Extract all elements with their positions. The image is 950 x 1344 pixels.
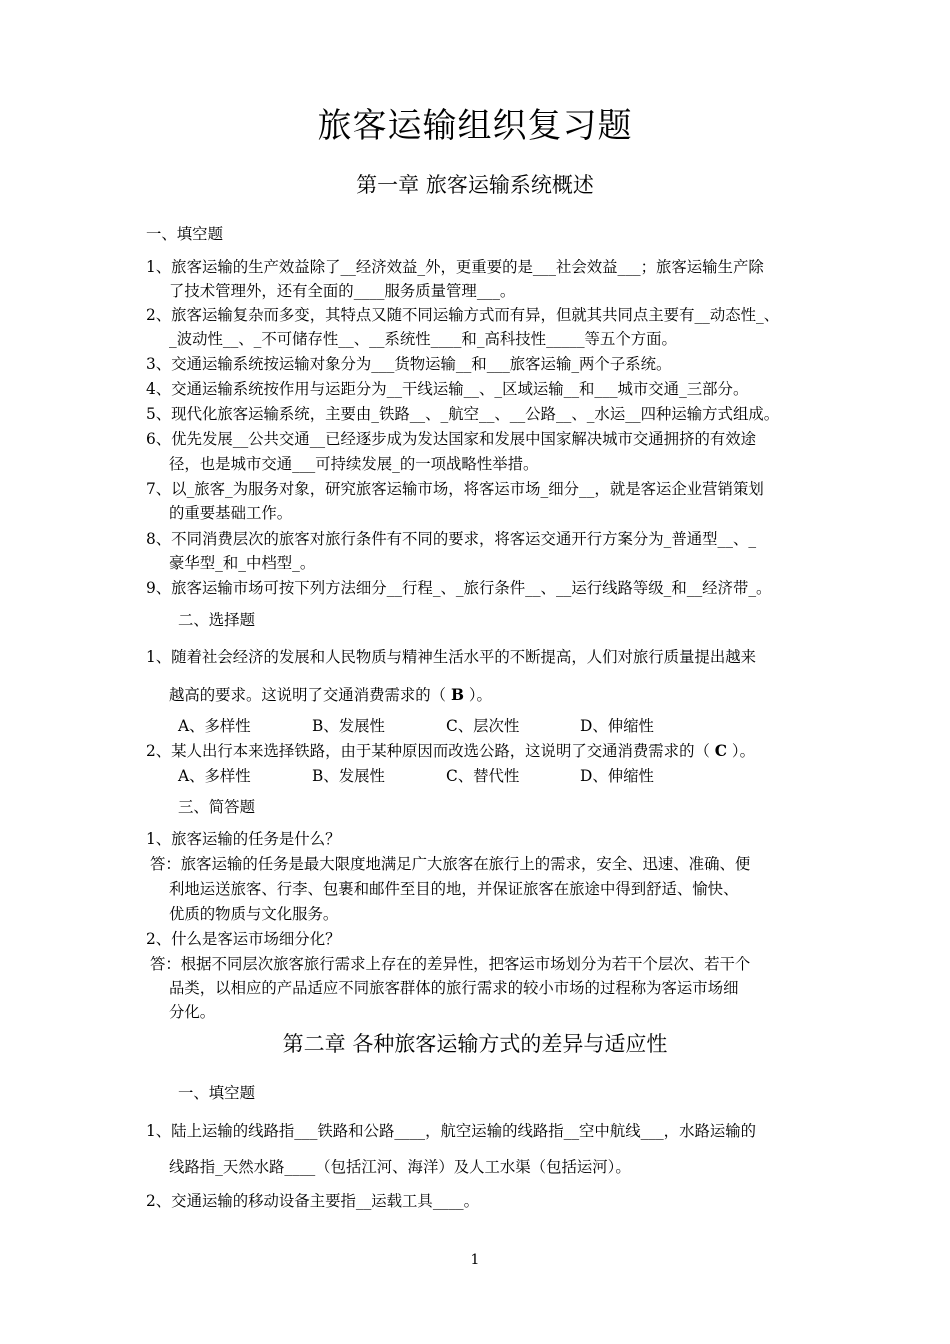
- question-line: 3、交通运输系统按运输对象分为___货物运输__和___旅客运输_两个子系统。: [146, 355, 672, 373]
- short-answer: 优质的物质与文化服务。: [169, 905, 339, 923]
- choice-question: [169, 684, 492, 706]
- choice-option: D、伸缩性: [580, 767, 654, 785]
- question-line: 2、交通运输的移动设备主要指__运载工具____。: [146, 1192, 479, 1210]
- short-question: 1、旅客运输的任务是什么？: [146, 830, 341, 848]
- question-line: 9、旅客运输市场可按下列方法细分__行程_、_旅行条件__、__运行线路等级_和__经济带_。: [146, 579, 772, 597]
- choice-section-heading: 二、选择题: [178, 611, 255, 629]
- question-line: 豪华型_和_中档型_。: [169, 554, 316, 572]
- question-line: 7、以_旅客_为服务对象，研究旅客运输市场，将客运市场_细分__，就是客运企业营销策划: [146, 480, 764, 498]
- fill-section-heading: 一、填空题: [146, 225, 223, 243]
- choice-option: A、多样性: [178, 767, 251, 785]
- choice-option: C、替代性: [446, 767, 520, 785]
- question-line: 6、优先发展__公共交通__已经逐步成为发达国家和发展中国家解决城市交通拥挤的有效途: [146, 430, 757, 448]
- question-line: 8、不同消费层次的旅客对旅行条件有不同的要求，将客运交通开行方案分为_普通型__、_: [146, 530, 757, 548]
- choice-option: B、发展性: [312, 767, 385, 785]
- choice-option: A、多样性: [178, 717, 251, 735]
- question-line: 1、陆上运输的线路指___铁路和公路____，航空运输的线路指__空中航线___，水路运输的: [146, 1122, 757, 1140]
- choice-text: 越高的要求。这说明了交通消费需求的（: [169, 686, 451, 704]
- choice-text: ）。: [463, 686, 492, 704]
- short-answer: 答：旅客运输的任务是最大限度地满足广大旅客在旅行上的需求，安全、迅速、准确、便: [150, 855, 751, 873]
- choice-answer: B: [450, 686, 464, 704]
- question-line: 径，也是城市交通___可持续发展_的一项战略性举措。: [169, 455, 539, 473]
- choice-text: ）。: [727, 742, 755, 760]
- fill-section-heading: 一、填空题: [178, 1084, 255, 1102]
- choice-question: [146, 740, 755, 762]
- question-line: 1、旅客运输的生产效益除了__经济效益_外，更重要的是___社会效益___；旅客运输生产除: [146, 258, 764, 276]
- page-number: 1: [470, 1252, 480, 1268]
- question-line: 线路指_天然水路____（包括江河、海洋）及人工水渠（包括运河）。: [169, 1158, 631, 1176]
- short-answer: 分化。: [169, 1003, 216, 1021]
- choice-option: C、层次性: [446, 717, 520, 735]
- choice-question: 1、随着社会经济的发展和人民物质与精神生活水平的不断提高，人们对旅行质量提出越来: [146, 648, 757, 666]
- choice-text: 2、某人出行本来选择铁路，由于某种原因而改选公路，这说明了交通消费需求的（: [146, 742, 715, 760]
- short-answer-section-heading: 三、简答题: [178, 798, 255, 816]
- short-answer: 答：根据不同层次旅客旅行需求上存在的差异性，把客运市场划分为若干个层次、若干个: [150, 955, 751, 973]
- question-line: 的重要基础工作。: [169, 504, 293, 522]
- choice-option: D、伸缩性: [580, 717, 654, 735]
- short-question: 2、什么是客运市场细分化？: [146, 930, 341, 948]
- question-line: 4、交通运输系统按作用与运距分为__干线运输__、_区域运输__和___城市交通_三部分。: [146, 380, 749, 398]
- chapter-1-heading: 第一章 旅客运输系统概述: [356, 173, 594, 197]
- question-line: 了技术管理外，还有全面的____服务质量管理___。: [169, 282, 516, 300]
- chapter-2-heading: 第二章 各种旅客运输方式的差异与适应性: [282, 1032, 668, 1056]
- short-answer: 利地运送旅客、行李、包裹和邮件至目的地，并保证旅客在旅途中得到舒适、愉快、: [169, 880, 739, 898]
- document-title: 旅客运输组织复习题: [317, 106, 633, 146]
- choice-option: B、发展性: [312, 717, 385, 735]
- question-line: 2、旅客运输复杂而多变，其特点又随不同运输方式而有异，但就其共同点主要有__动态性_、: [146, 306, 780, 324]
- question-line: 5、现代化旅客运输系统，主要由_铁路__、_航空__、__公路__、_水运__四种运输方式组成。: [146, 405, 780, 423]
- short-answer: 品类，以相应的产品适应不同旅客群体的旅行需求的较小市场的过程称为客运市场细: [169, 979, 739, 997]
- choice-answer: C: [714, 742, 727, 760]
- question-line: _波动性__、_不可储存性__、__系统性____和_高科技性_____等五个方面。: [169, 330, 677, 348]
